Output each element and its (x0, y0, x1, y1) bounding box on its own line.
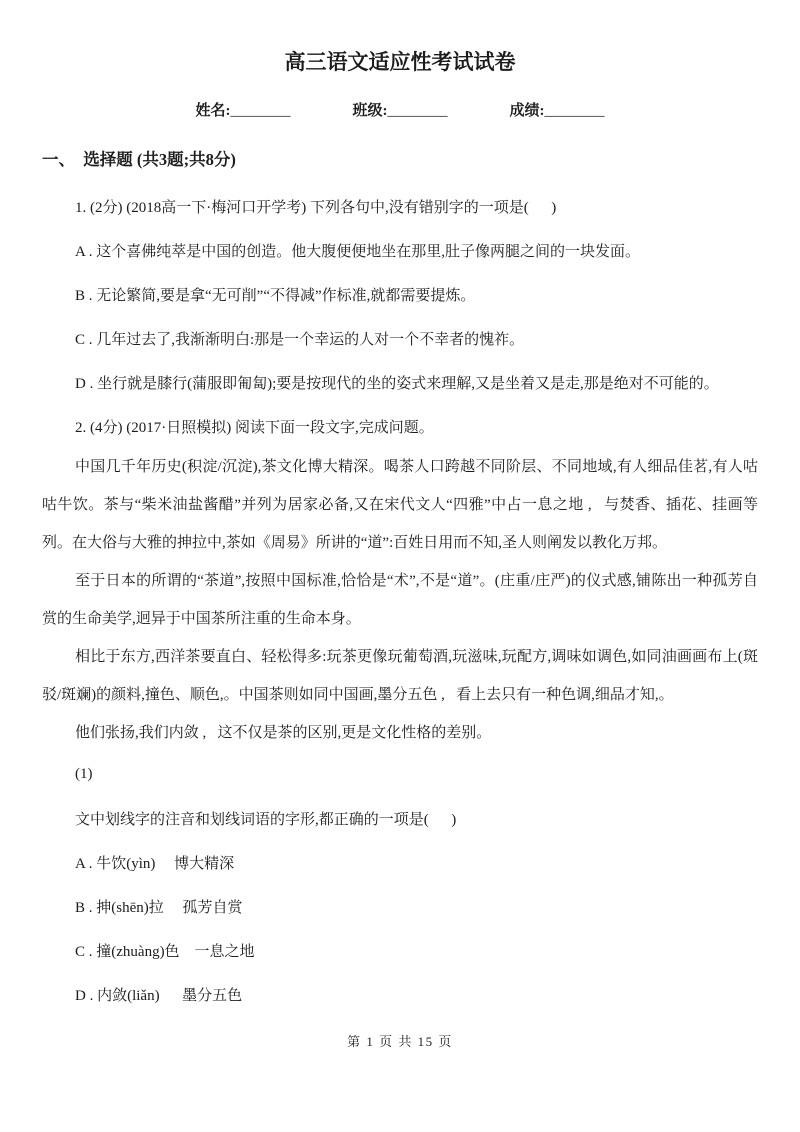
question-1-option-b: B . 无论繁简,要是拿“无可削”“不得减”作标准,就都需要提炼。 (75, 287, 476, 304)
page-title: 高三语文适应性考试试卷 (284, 50, 516, 74)
question-1-option-c: C . 几年过去了,我渐渐明白:那是一个幸运的人对一个不幸者的愧祚。 (75, 331, 525, 348)
question-1-stem: 1. (2分) (2018高一下·梅河口开学考) 下列各句中,没有错别字的一项是( ) (75, 199, 557, 216)
question-2-stem: 2. (4分) (2017·日照模拟) 阅读下面一段文字,完成问题。 (75, 419, 434, 436)
question-2-passage-paragraph: 相比于东方,西洋茶要直白、轻松得多:玩茶更像玩葡萄酒,玩滋味,玩配方,调味如调色,如同油画画布上(斑驳/斑斓)的颜料,撞色、顺色,。中国茶则如同中国画,墨分五色 , 看上去只有一种色调,细品才知,。 (42, 649, 758, 703)
class-label: 班级: (352, 103, 388, 119)
question-2-passage-paragraph: 他们张扬,我们内敛 , 这不仅是茶的区别,更是文化性格的差别。 (75, 725, 492, 741)
question-1-option-a: A . 这个喜佛纯萃是中国的创造。他大腹便便地坐在那里,肚子像两腿之间的一块发面。 (75, 243, 641, 260)
section-heading: 一、 选择题 (共3题;共8分) (42, 150, 236, 169)
score-label: 成绩: (509, 103, 545, 119)
question-2-passage-paragraph: 中国几千年历史(积淀/沉淀),茶文化博大精深。喝茶人口跨越不同阶层、不同地域,有人细品佳茗,有人咕咕牛饮。茶与“柴米油盐酱醋”并列为居家必备,又在宋代文人“四雅”中占一息之地 , 与焚香、插花、挂画等列。在大俗与大雅的抻拉中,茶如《周易》所讲的“道”:百姓日用而不知,圣人则阐发以教化万邦。 (42, 459, 758, 551)
student-info-row (42, 102, 758, 120)
question-content (42, 184, 758, 1016)
class-field (353, 102, 448, 120)
name-field (196, 102, 291, 120)
name-blank: ________ (230, 103, 291, 119)
score-field (510, 102, 605, 120)
question-2-sub-stem: 文中划线字的注音和划线词语的字形,都正确的一项是( ) (75, 811, 457, 828)
page-number: 第 1 页 共 15 页 (347, 1034, 453, 1049)
question-1-option-d: D . 坐行就是膝行(蒲服即匍匐);要是按现代的坐的姿式来理解,又是坐着又是走,那是绝对不可能的。 (75, 375, 719, 392)
question-2-option-a: A . 牛饮(yìn) 博大精深 (75, 855, 235, 872)
question-2-passage-paragraph: 至于日本的所谓的“茶道”,按照中国标准,恰恰是“术”,不是“道”。(庄重/庄严)的仪式感,铺陈出一种孤芳自赏的生命美学,迥异于中国茶所注重的生命本身。 (42, 573, 758, 627)
question-2-sub-number: (1) (75, 765, 93, 782)
question-2-option-b: B . 抻(shēn)拉 孤芳自赏 (75, 899, 243, 916)
score-blank: ________ (544, 103, 605, 119)
class-blank: ________ (387, 103, 448, 119)
name-label: 姓名: (195, 103, 231, 119)
question-2-option-c: C . 撞(zhuàng)色 一息之地 (75, 943, 255, 960)
question-2-option-d: D . 内敛(liǎn) 墨分五色 (75, 987, 243, 1004)
